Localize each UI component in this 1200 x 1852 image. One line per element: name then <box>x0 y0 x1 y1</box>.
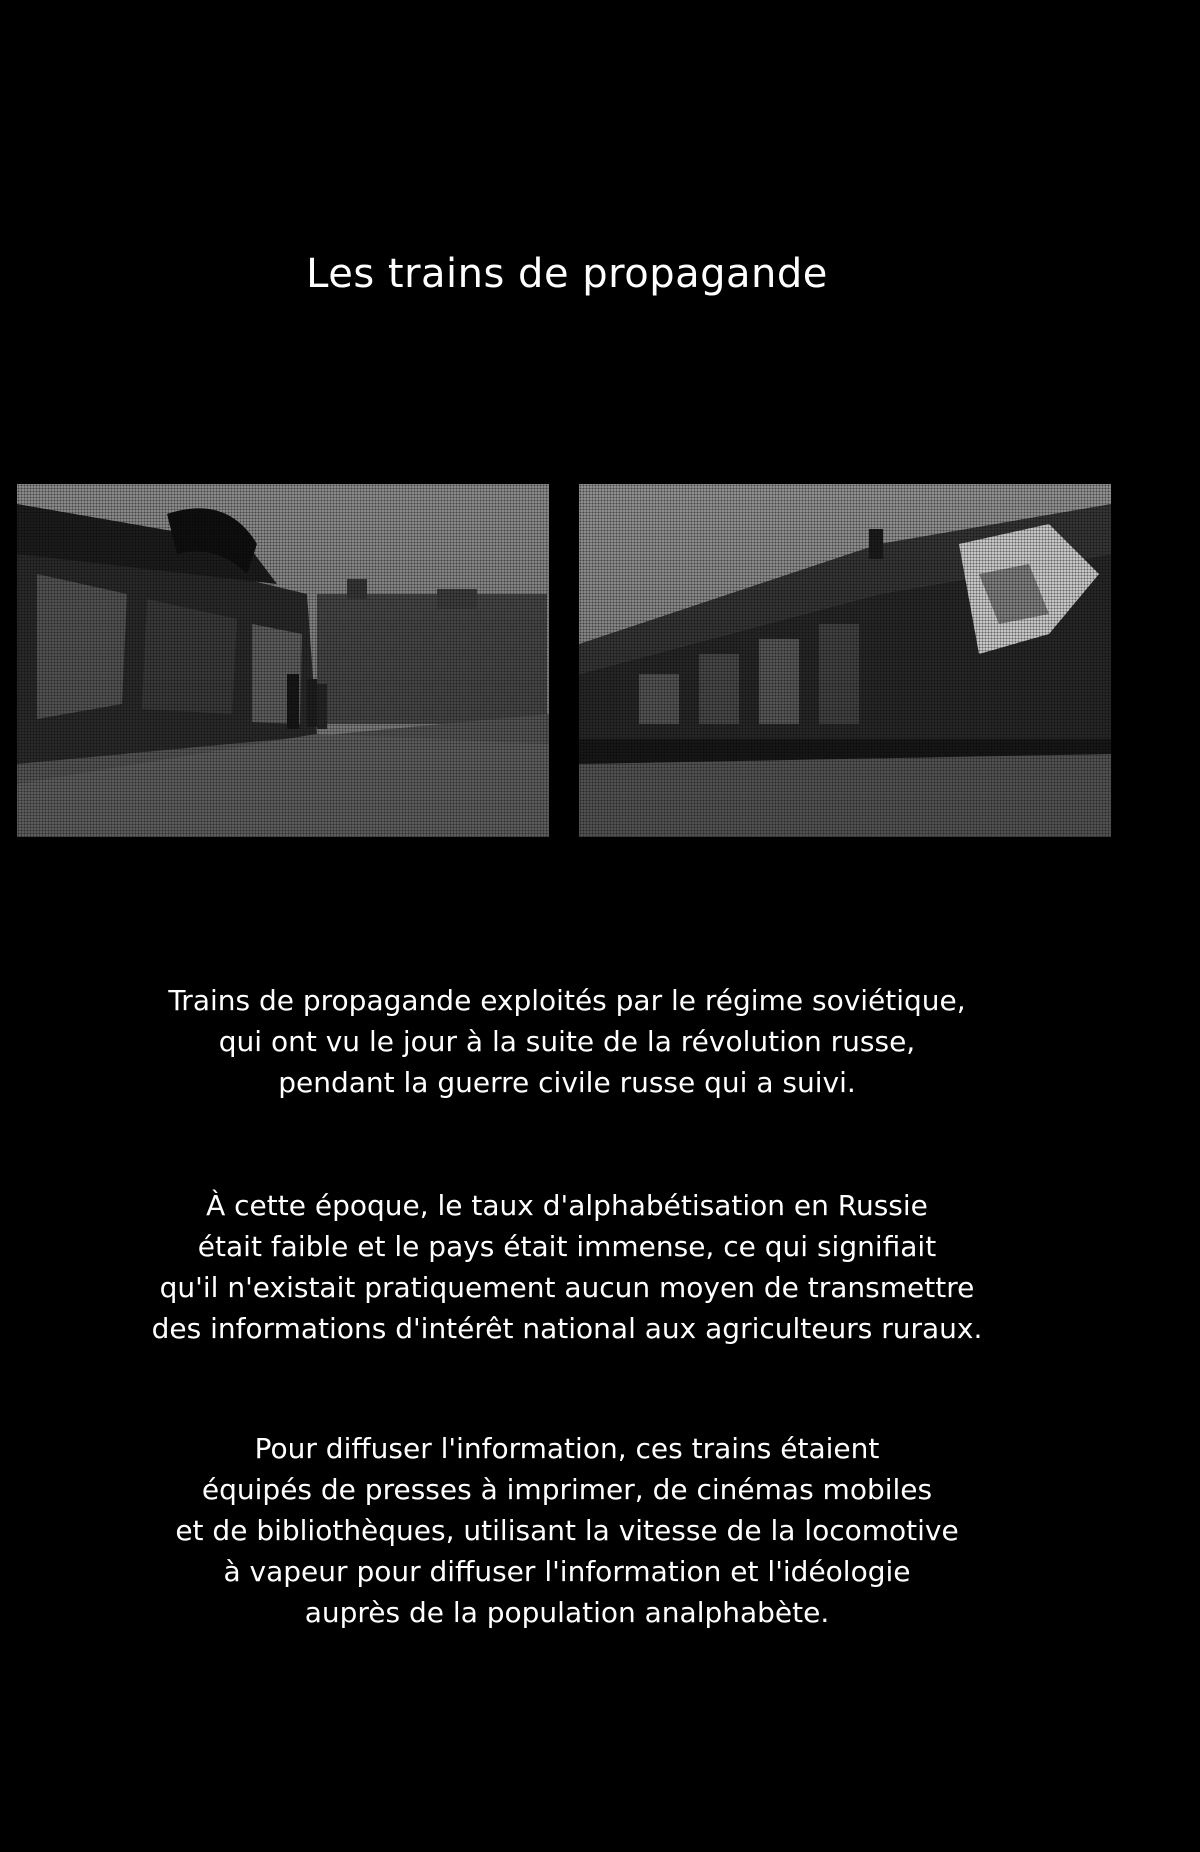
text-line: Pour diffuser l'information, ces trains étaient <box>254 1432 880 1465</box>
text-line: qui ont vu le jour à la suite de la révolution russe, <box>218 1025 916 1058</box>
page-title: Les trains de propagande <box>306 251 828 297</box>
text-line: pendant la guerre civile russe qui a suivi. <box>278 1066 856 1099</box>
text-line: qu'il n'existait pratiquement aucun moyen de transmettre <box>159 1271 975 1304</box>
paragraph-equipment <box>0 1428 1134 1633</box>
paragraph-intro <box>0 980 1134 1103</box>
train-scene-right <box>579 484 1111 837</box>
propaganda-train-photo-left <box>17 484 549 837</box>
text-line: auprès de la population analphabète. <box>304 1596 830 1629</box>
text-line: Trains de propagande exploités par le régime soviétique, <box>168 984 966 1017</box>
text-line: des informations d'intérêt national aux agriculteurs ruraux. <box>151 1312 983 1345</box>
text-line: À cette époque, le taux d'alphabétisation en Russie <box>206 1189 928 1222</box>
text-line: et de bibliothèques, utilisant la vitesse de la locomotive <box>175 1514 959 1547</box>
paragraph-context <box>0 1185 1134 1349</box>
train-scene-left <box>17 484 549 837</box>
text-line: à vapeur pour diffuser l'information et l'idéologie <box>223 1555 911 1588</box>
text-line: était faible et le pays était immense, ce qui signifiait <box>197 1230 937 1263</box>
propaganda-train-photo-right <box>579 484 1111 837</box>
text-line: équipés de presses à imprimer, de cinémas mobiles <box>201 1473 933 1506</box>
